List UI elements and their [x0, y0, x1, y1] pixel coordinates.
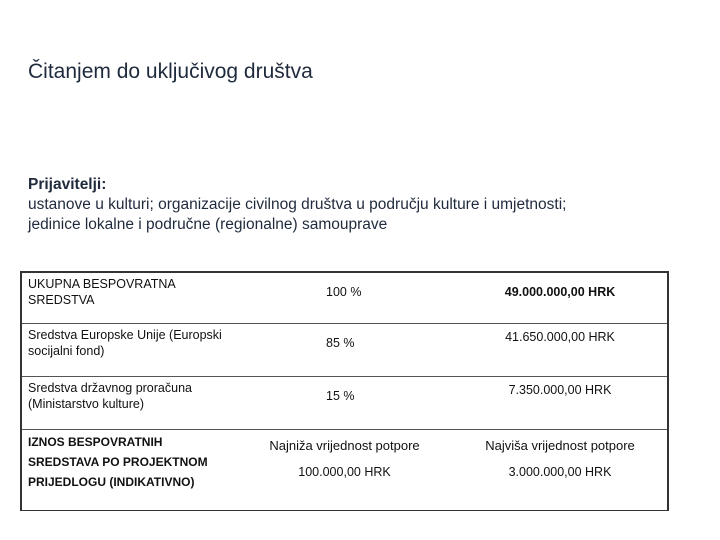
row-amount: 49.000.000,00 HRK [453, 272, 668, 324]
row-amount: 41.650.000,00 HRK [453, 324, 668, 377]
page-title: Čitanjem do uključivog društva [28, 60, 313, 83]
row-percent: 15 % [236, 377, 453, 430]
row-amount: 7.350.000,00 HRK [453, 377, 668, 430]
applicants-line-2: jedinice lokalne i područne (regionalne) samouprave [28, 216, 388, 233]
min-support-value: 100.000,00 HRK [298, 465, 391, 479]
table-row-state [21, 377, 668, 430]
min-support-cell [236, 430, 453, 511]
table-row-grant-range [21, 430, 668, 511]
row-label: Sredstva državnog proračuna (Ministarstvo kulture) [21, 377, 236, 430]
max-support-cell [453, 430, 668, 511]
applicants-section [28, 175, 708, 235]
row-percent: 100 % [236, 272, 453, 324]
row-label: IZNOS BESPOVRATNIH SREDSTAVA PO PROJEKTNOM PRIJEDLOGU (INDIKATIVNO) [21, 430, 236, 511]
max-support-value: 3.000.000,00 HRK [508, 465, 612, 479]
min-support-header: Najniža vrijednost potpore [269, 438, 420, 453]
max-support-header: Najviša vrijednost potpore [485, 438, 635, 453]
funding-table [20, 271, 669, 511]
table-row-total [21, 272, 668, 324]
applicants-line-1: ustanove u kulturi; organizacije civilnog društva u području kulture i umjetnosti; [28, 196, 567, 213]
row-label: UKUPNA BESPOVRATNA SREDSTVA [21, 272, 236, 324]
table-row-eu [21, 324, 668, 377]
row-label: Sredstva Europske Unije (Europski socijalni fond) [21, 324, 236, 377]
row-percent: 85 % [236, 324, 453, 377]
applicants-heading: Prijavitelji: [28, 176, 107, 193]
